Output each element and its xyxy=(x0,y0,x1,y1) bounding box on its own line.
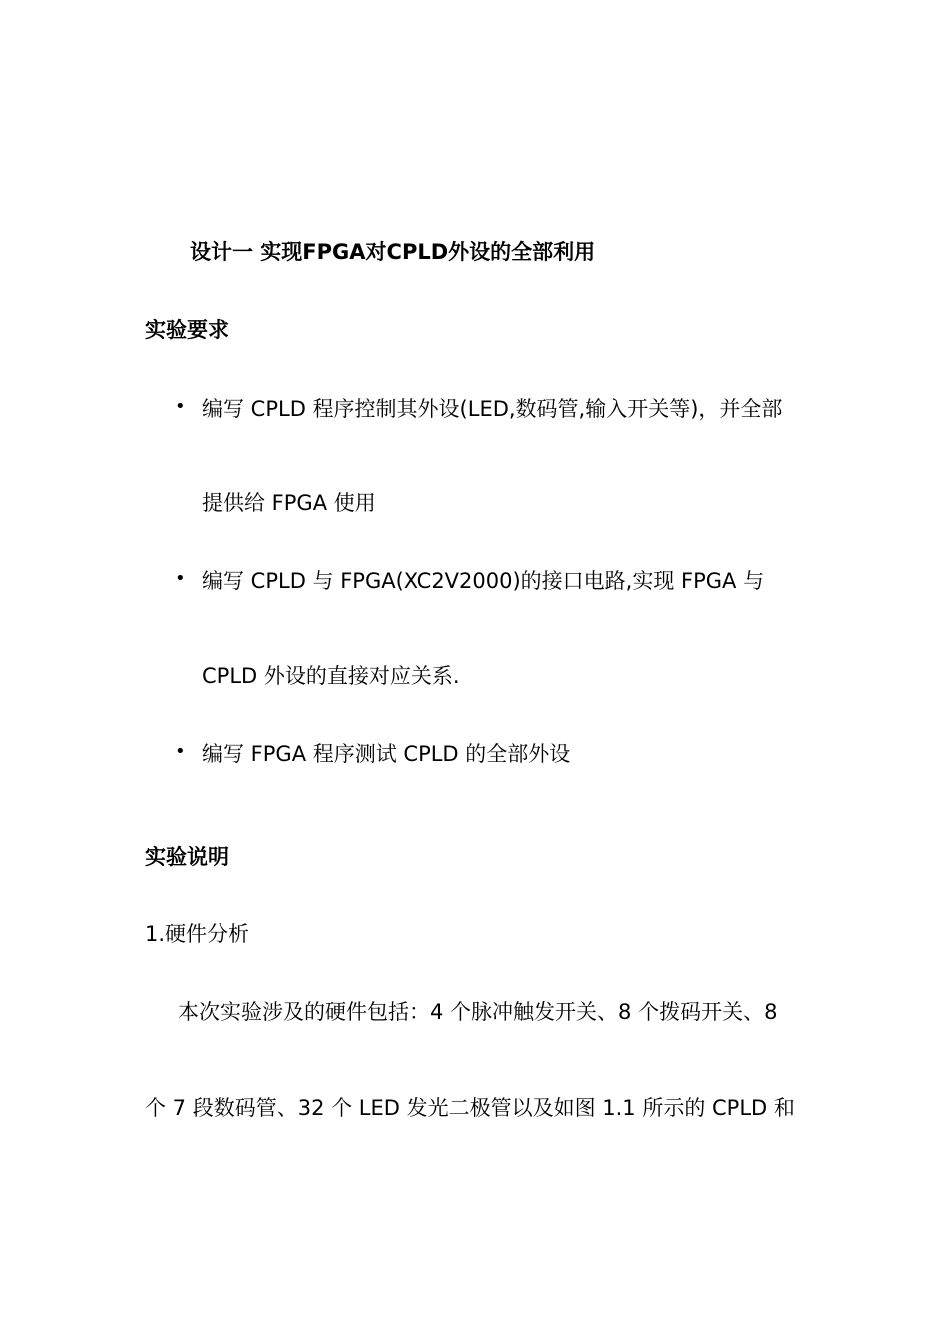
list-item-text-line: CPLD 外设的直接对应关系. xyxy=(202,664,460,688)
section-heading-requirements: 实验要求 xyxy=(145,318,229,342)
bullet-icon: • xyxy=(175,568,186,589)
paragraph-line: 本次实验涉及的硬件包括：4 个脉冲触发开关、8 个拨码开关、8 xyxy=(178,1000,778,1024)
list-item-text-line: 提供给 FPGA 使用 xyxy=(202,491,376,515)
list-item-text-line: 编写 FPGA 程序测试 CPLD 的全部外设 xyxy=(202,742,571,766)
list-item-text-line: 编写 CPLD 程序控制其外设(LED,数码管,输入开关等)，并全部 xyxy=(202,397,783,421)
subheading-hardware-analysis: 1.硬件分析 xyxy=(145,922,250,946)
list-item-text-line: 编写 CPLD 与 FPGA(XC2V2000)的接口电路,实现 FPGA 与 xyxy=(202,569,765,593)
document-title: 设计一 实现FPGA对CPLD外设的全部利用 xyxy=(190,240,596,264)
bullet-icon: • xyxy=(175,741,186,762)
paragraph-line: 个 7 段数码管、32 个 LED 发光二极管以及如图 1.1 所示的 CPLD 和 xyxy=(145,1096,795,1120)
bullet-icon: • xyxy=(175,396,186,417)
section-heading-description: 实验说明 xyxy=(145,845,229,869)
